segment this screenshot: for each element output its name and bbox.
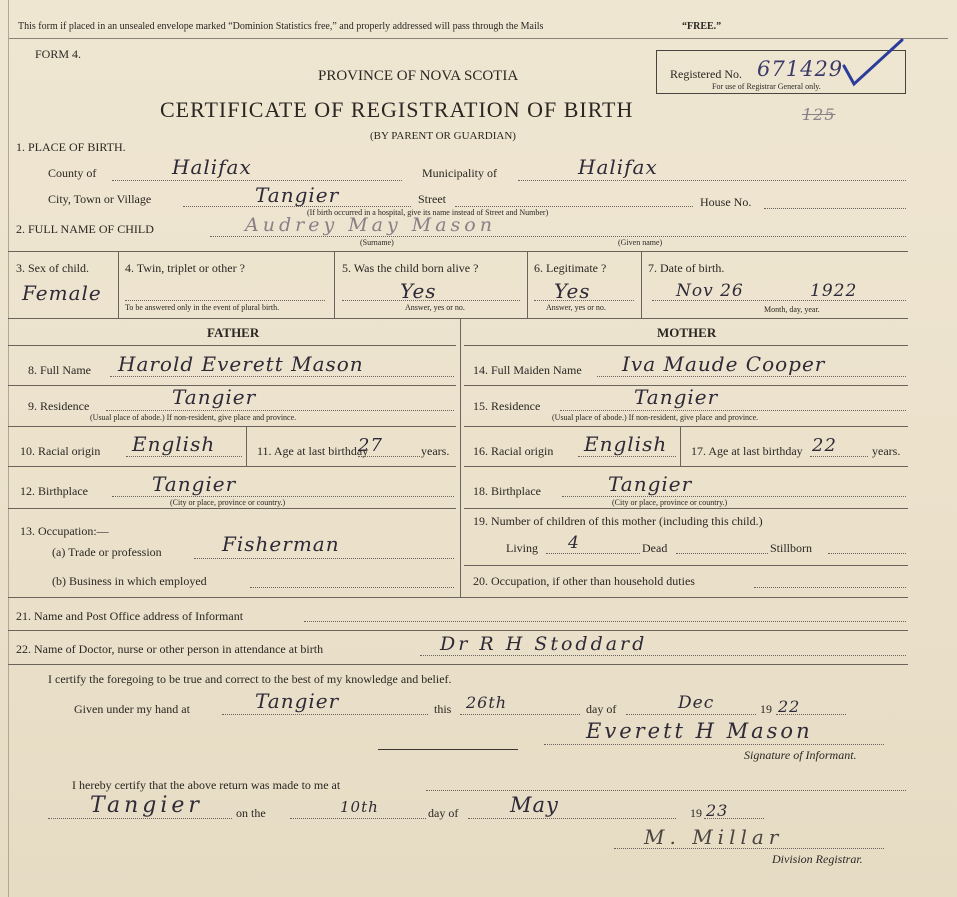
date-label: 7. Date of birth.	[648, 261, 725, 275]
stillborn-label: Stillborn	[770, 541, 813, 555]
registrar-day-of-label: day of	[428, 806, 459, 820]
mother-birthplace-note: (City or place, province or country.)	[612, 498, 728, 507]
surname-note: (Surname)	[360, 238, 394, 247]
legitimate-value: Yes	[554, 279, 591, 303]
father-residence-label: 9. Residence	[28, 399, 90, 413]
twin-label: 4. Twin, triplet or other ?	[125, 261, 245, 275]
mother-age-label: 17. Age at last birthday	[691, 444, 803, 458]
registrar-month: May	[510, 793, 559, 817]
dead-label: Dead	[642, 541, 668, 555]
municipality-value: Halifax	[578, 155, 658, 179]
trade-label: (a) Trade or profession	[52, 545, 162, 559]
father-name-label: 8. Full Name	[28, 363, 91, 377]
mother-age-value: 22	[812, 435, 837, 456]
children-label: 19. Number of children of this mother (including this child.)	[473, 514, 763, 528]
father-occupation-label: 13. Occupation:—	[20, 524, 109, 538]
certify-year: 22	[778, 697, 801, 716]
registrar-statement: I hereby certify that the above return was made to me at	[72, 778, 341, 792]
father-age-value: 27	[358, 435, 383, 456]
birth-month-day: Nov 26	[676, 281, 744, 301]
mother-racial-value: English	[584, 432, 668, 456]
certify-month: Dec	[678, 693, 715, 713]
father-birthplace-label: 12. Birthplace	[20, 484, 88, 498]
certify-statement: I certify the foregoing to be true and correct to the best of my knowledge and belief.	[48, 672, 452, 686]
place-of-birth-label: 1. PLACE OF BIRTH.	[16, 140, 126, 154]
given-under-label: Given under my hand at	[74, 702, 190, 716]
doctor-label: 22. Name of Doctor, nurse or other person in attendance at birth	[16, 642, 324, 656]
page-title: CERTIFICATE OF REGISTRATION OF BIRTH	[160, 97, 634, 122]
child-name-label: 2. FULL NAME OF CHILD	[16, 222, 154, 236]
street-note: (If birth occurred in a hospital, give its name instead of Street and Number)	[307, 208, 549, 217]
legitimate-note: Answer, yes or no.	[546, 303, 606, 312]
mother-residence-note: (Usual place of abode.) If non-resident, give place and province.	[552, 413, 759, 422]
informant-label: 21. Name and Post Office address of Informant	[16, 609, 244, 623]
mother-residence-value: Tangier	[634, 385, 719, 409]
mail-note: This form if placed in an unsealed envelope marked “Dominion Statistics free,” and properly addressed will pass through the Mails	[18, 21, 544, 32]
form-number: FORM 4.	[35, 47, 82, 61]
mother-name-value: Iva Maude Cooper	[622, 352, 826, 376]
father-residence-value: Tangier	[172, 385, 257, 409]
mother-occupation-label: 20. Occupation, if other than household duties	[473, 574, 695, 588]
father-age-label: 11. Age at last birthday	[257, 444, 369, 458]
street-label: Street	[418, 192, 446, 206]
mother-racial-label: 16. Racial origin	[473, 444, 554, 458]
father-birthplace-value: Tangier	[152, 472, 237, 496]
left-margin-line	[8, 0, 9, 897]
registrar-place: Tangier	[90, 793, 203, 818]
mother-years-label: years.	[872, 444, 901, 458]
birth-year: 1922	[810, 281, 858, 301]
father-birthplace-note: (City or place, province or country.)	[170, 498, 286, 507]
given-name-note: (Given name)	[618, 238, 663, 247]
legitimate-label: 6. Legitimate ?	[534, 261, 607, 275]
date-note: Month, day, year.	[764, 305, 820, 314]
mail-free: “FREE.”	[682, 21, 722, 32]
child-name-value: Audrey May Mason	[245, 214, 496, 236]
county-label: County of	[48, 166, 97, 180]
business-label: (b) Business in which employed	[52, 574, 207, 588]
city-value: Tangier	[255, 183, 340, 207]
registered-number: 671429	[757, 57, 844, 81]
father-years-label: years.	[421, 444, 450, 458]
certify-day-of-label: day of	[586, 702, 617, 716]
header-rule	[8, 38, 948, 39]
living-label: Living	[506, 541, 538, 555]
living-value: 4	[568, 533, 580, 553]
mother-heading: MOTHER	[657, 325, 717, 340]
registrar-year-prefix: 19	[690, 806, 702, 820]
father-heading: FATHER	[207, 325, 260, 340]
father-name-value: Harold Everett Mason	[118, 352, 364, 376]
side-number: 125	[802, 105, 836, 124]
house-label: House No.	[700, 195, 752, 209]
father-racial-value: English	[132, 432, 216, 456]
province-heading: PROVINCE OF NOVA SCOTIA	[318, 68, 519, 84]
registrar-signature-label: Division Registrar.	[772, 852, 863, 866]
certify-place: Tangier	[255, 689, 340, 713]
alive-note: Answer, yes or no.	[405, 303, 465, 312]
page-subtitle: (BY PARENT OR GUARDIAN)	[370, 130, 516, 142]
certify-year-prefix: 19	[760, 702, 772, 716]
certify-day: 26th	[466, 693, 508, 712]
certify-this-label: this	[434, 702, 452, 716]
county-value: Halifax	[172, 155, 252, 179]
registrar-day: 10th	[340, 798, 379, 816]
city-label: City, Town or Village	[48, 192, 152, 206]
twin-note: To be answered only in the event of plural birth.	[125, 303, 280, 312]
registrar-signature: M. Millar	[644, 825, 784, 849]
mother-birthplace-label: 18. Birthplace	[473, 484, 541, 498]
alive-value: Yes	[400, 279, 437, 303]
mother-residence-label: 15. Residence	[473, 399, 541, 413]
alive-label: 5. Was the child born alive ?	[342, 261, 479, 275]
doctor-value: Dr R H Stoddard	[440, 633, 648, 655]
father-residence-note: (Usual place of abode.) If non-resident, give place and province.	[90, 413, 297, 422]
sex-label: 3. Sex of child.	[16, 261, 89, 275]
mother-name-label: 14. Full Maiden Name	[473, 363, 582, 377]
registrar-year: 23	[706, 801, 729, 820]
father-racial-label: 10. Racial origin	[20, 444, 101, 458]
registrar-use-note: For use of Registrar General only.	[712, 82, 821, 91]
check-mark-icon	[838, 34, 908, 90]
informant-signature-label: Signature of Informant.	[744, 748, 857, 762]
registrar-on-the-label: on the	[236, 806, 266, 820]
municipality-label: Municipality of	[422, 166, 497, 180]
sex-value: Female	[22, 281, 102, 305]
trade-value: Fisherman	[222, 532, 340, 556]
registered-label: Registered No.	[670, 67, 742, 81]
mother-birthplace-value: Tangier	[608, 472, 693, 496]
informant-signature: Everett H Mason	[586, 719, 813, 743]
